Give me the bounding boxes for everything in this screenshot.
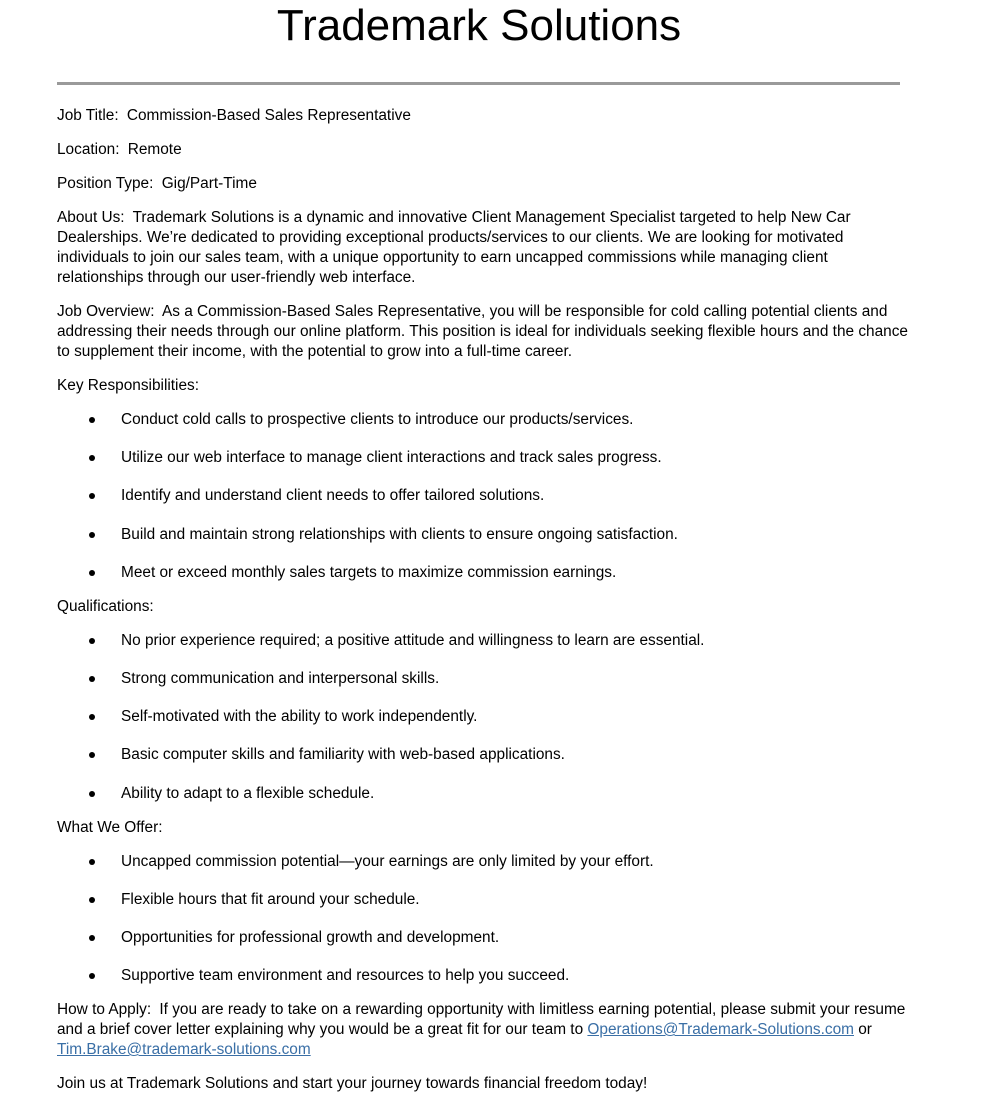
list-item [57, 707, 912, 727]
list-item [57, 928, 912, 948]
offer-heading: What We Offer: [57, 818, 163, 836]
bullet-icon [89, 752, 95, 758]
list-item [57, 525, 912, 545]
list-item-text: No prior experience required; a positive attitude and willingness to learn are essential. [121, 631, 705, 649]
job-title-value: Commission-Based Sales Representative [126, 107, 411, 124]
job-overview-text: As a Commission-Based Sales Representative, you will be responsible for cold calling potential clients and addressing their needs through our online platform. This position is ideal for individuals seeking flexible hours and the chance to supplement their income, with the potential to grow into a full-time career. [57, 303, 908, 360]
responsibilities-list [57, 410, 912, 583]
location-value: Remote [127, 141, 182, 158]
list-item-text: Meet or exceed monthly sales targets to maximize commission earnings. [121, 563, 617, 581]
job-posting-body [57, 106, 912, 1108]
job-title-line [57, 106, 912, 126]
how-to-apply-text: If you are ready to take on a rewarding opportunity with limitless earning potential, please submit your resume and a brief cover letter explaining why you would be a great fit for our team to [57, 1001, 906, 1039]
bullet-icon [89, 897, 95, 903]
bullet-icon [89, 973, 95, 979]
bullet-icon [89, 791, 95, 797]
list-item [57, 669, 912, 689]
list-item [57, 966, 912, 986]
qualifications-list [57, 631, 912, 804]
job-title-label: Job Title: [57, 107, 119, 124]
list-item [57, 486, 912, 506]
list-item-text: Utilize our web interface to manage client interactions and track sales progress. [121, 449, 662, 467]
bullet-icon [89, 417, 95, 423]
position-type-value: Gig/Part-Time [161, 175, 257, 192]
bullet-icon [89, 455, 95, 461]
list-item-text: Uncapped commission potential—your earnings are only limited by your effort. [121, 852, 654, 870]
list-item-text: Identify and understand client needs to offer tailored solutions. [121, 487, 545, 505]
list-item-text: Strong communication and interpersonal skills. [121, 669, 440, 687]
offer-list [57, 852, 912, 987]
bullet-icon [89, 638, 95, 644]
operations-email-link[interactable]: Operations@Trademark-Solutions.com [587, 1021, 854, 1039]
how-to-apply-label: How to Apply: [57, 1001, 152, 1019]
job-overview-paragraph [57, 302, 912, 362]
bullet-icon [89, 859, 95, 865]
list-item [57, 448, 912, 468]
list-item-text: Basic computer skills and familiarity with web-based applications. [121, 746, 565, 764]
bullet-icon [89, 570, 95, 576]
about-us-text: Trademark Solutions is a dynamic and innovative Client Management Specialist targeted to help New Car Dealerships. We’re dedicated to providing exceptional products/services to our clients. We are looking for motivated individuals to join our sales team, with a unique opportunity to earn uncapped commissions while managing client relationships through our user-friendly web interface. [57, 209, 851, 286]
location-label: Location: [57, 141, 120, 158]
list-item [57, 890, 912, 910]
qualifications-heading: Qualifications: [57, 597, 154, 615]
position-type-label: Position Type: [57, 175, 154, 192]
list-item [57, 563, 912, 583]
list-item [57, 745, 912, 765]
company-title: Trademark Solutions [276, 1, 682, 50]
list-item-text: Opportunities for professional growth and development. [121, 928, 500, 946]
list-item [57, 410, 912, 430]
list-item-text: Conduct cold calls to prospective clients to introduce our products/services. [121, 411, 634, 428]
email-connector: or [858, 1021, 872, 1039]
bullet-icon [89, 532, 95, 538]
list-item [57, 784, 912, 804]
list-item-text: Build and maintain strong relationships with clients to ensure ongoing satisfaction. [121, 525, 678, 543]
list-item-text: Self-motivated with the ability to work independently. [121, 708, 478, 726]
bullet-icon [89, 493, 95, 499]
position-type-line [57, 174, 912, 194]
how-to-apply-paragraph [57, 1000, 912, 1060]
bullet-icon [89, 714, 95, 720]
list-item-text: Supportive team environment and resources to help you succeed. [121, 967, 570, 985]
tim-brake-email-link[interactable]: Tim.Brake@trademark-solutions.com [57, 1041, 311, 1059]
location-line [57, 140, 912, 160]
list-item-text: Ability to adapt to a flexible schedule. [121, 784, 375, 802]
list-item-text: Flexible hours that fit around your schedule. [121, 890, 420, 908]
about-us-paragraph [57, 208, 912, 288]
bullet-icon [89, 935, 95, 941]
list-item [57, 852, 912, 872]
about-us-label: About Us: [57, 209, 125, 226]
list-item [57, 631, 912, 651]
job-overview-label: Job Overview: [57, 303, 155, 320]
responsibilities-heading: Key Responsibilities: [57, 377, 200, 394]
bullet-icon [89, 676, 95, 682]
header-divider [57, 82, 900, 85]
closing-line: Join us at Trademark Solutions and start your journey towards financial freedom today! [57, 1075, 648, 1093]
